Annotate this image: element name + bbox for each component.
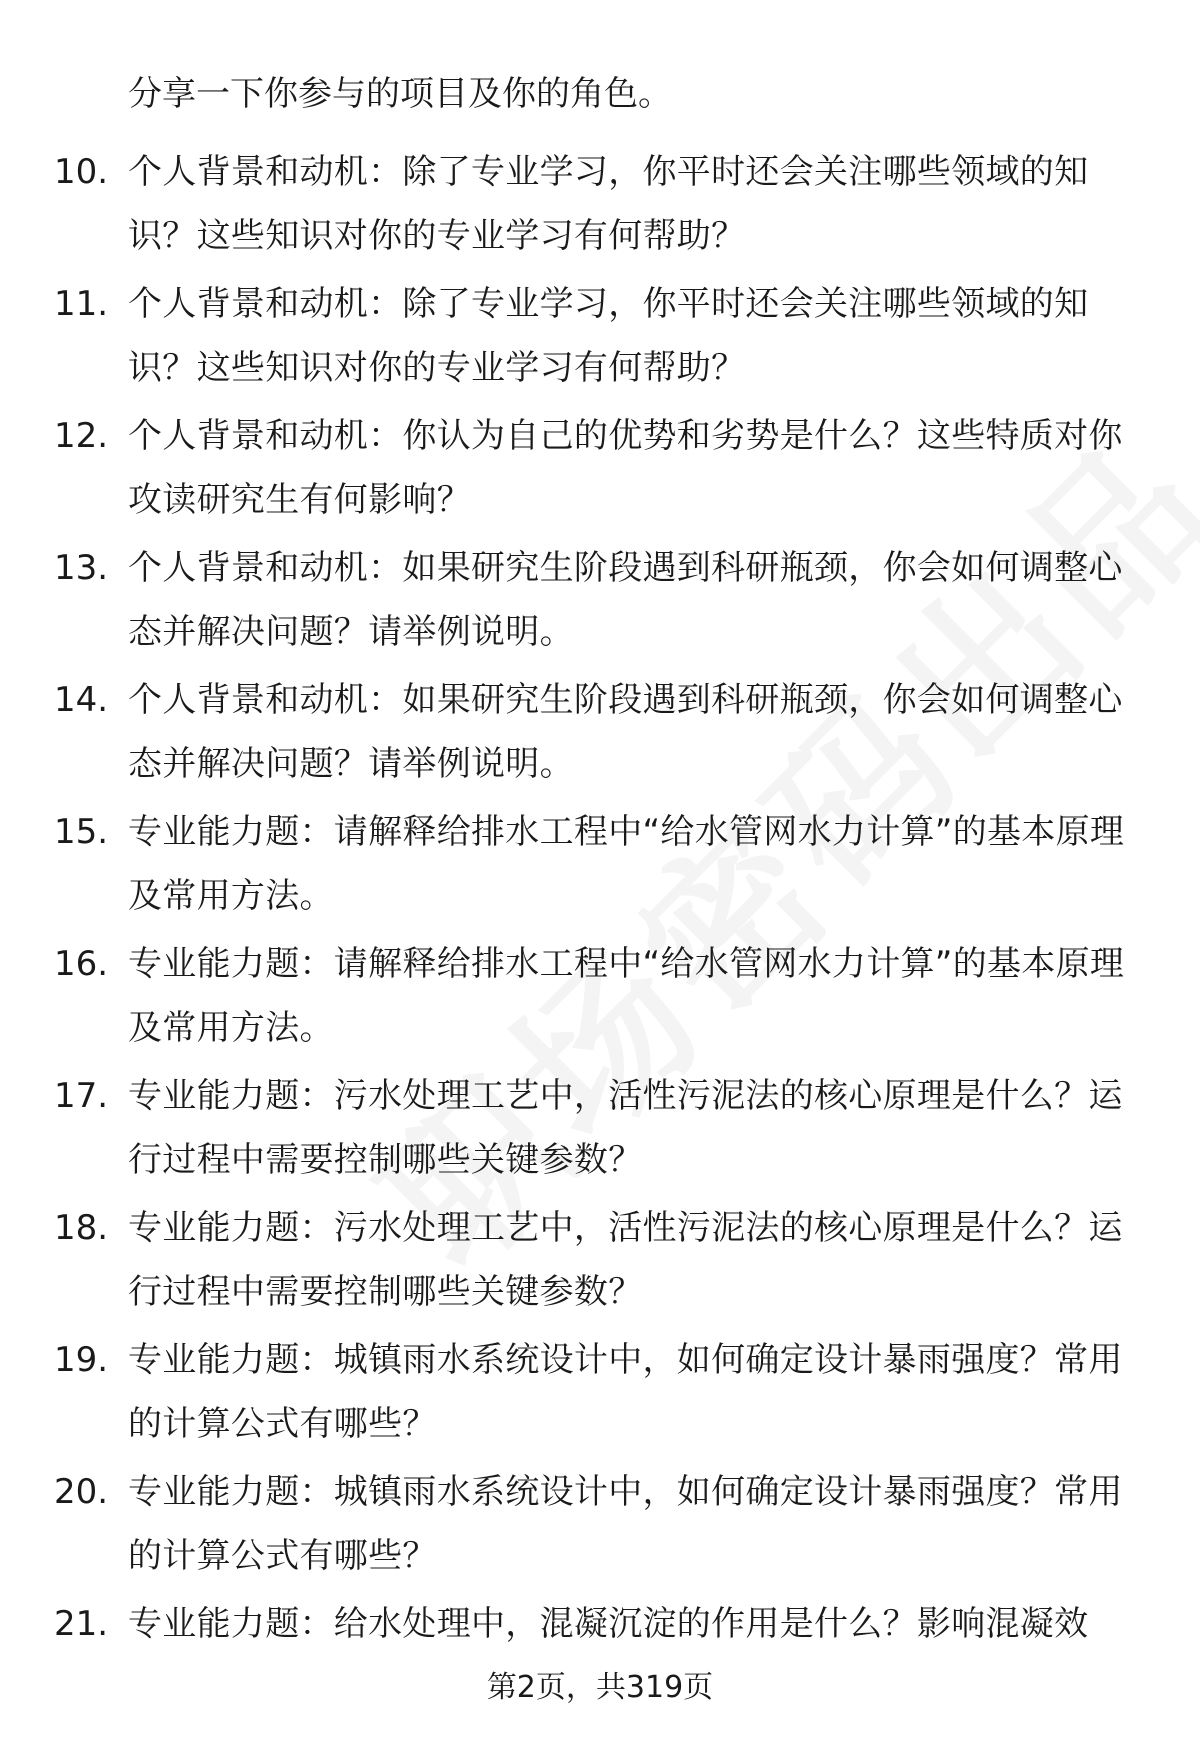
item-number: 19.: [54, 1340, 109, 1380]
item-text: 专业能力题：给水处理中，混凝沉淀的作用是什么？影响混凝效: [128, 1604, 1089, 1644]
item-number: 17.: [54, 1076, 109, 1116]
continuation-text: 分享一下你参与的项目及你的角色。: [128, 74, 672, 114]
item-text: 专业能力题：城镇雨水系统设计中，如何确定设计暴雨强度？常用的计算公式有哪些？: [128, 1340, 1123, 1444]
list-item: [0, 1196, 1200, 1328]
list-item: [0, 140, 1200, 272]
item-text: 专业能力题：城镇雨水系统设计中，如何确定设计暴雨强度？常用的计算公式有哪些？: [128, 1472, 1123, 1576]
list-item: [0, 668, 1200, 800]
list-item: [0, 404, 1200, 536]
list-item: [0, 1064, 1200, 1196]
item-number: 20.: [54, 1472, 109, 1512]
list-item: [0, 932, 1200, 1064]
item-text: 个人背景和动机：你认为自己的优势和劣势是什么？这些特质对你攻读研究生有何影响？: [128, 416, 1123, 520]
item-number: 12.: [54, 416, 109, 456]
item-text: 专业能力题：请解释给排水工程中“给水管网水力计算”的基本原理及常用方法。: [128, 812, 1125, 916]
item-number: 13.: [54, 548, 109, 588]
item-number: 16.: [54, 944, 109, 984]
item-text: 个人背景和动机：如果研究生阶段遇到科研瓶颈，你会如何调整心态并解决问题？请举例说明。: [128, 680, 1123, 784]
item-number: 11.: [54, 284, 109, 324]
page-footer: 第2页，共319页: [486, 1670, 714, 1705]
list-item: [0, 1460, 1200, 1592]
item-text: 专业能力题：污水处理工艺中，活性污泥法的核心原理是什么？运行过程中需要控制哪些关键参数？: [128, 1208, 1123, 1312]
question-list: [0, 140, 1200, 1724]
item-text: 个人背景和动机：除了专业学习，你平时还会关注哪些领域的知识？这些知识对你的专业学习有何帮助？: [128, 152, 1089, 256]
item-number: 15.: [54, 812, 109, 852]
item-number: 14.: [54, 680, 109, 720]
list-item: [0, 800, 1200, 932]
item-number: 21.: [54, 1604, 109, 1644]
item-text: 个人背景和动机：如果研究生阶段遇到科研瓶颈，你会如何调整心态并解决问题？请举例说明。: [128, 548, 1123, 652]
list-item: [0, 272, 1200, 404]
list-item: [0, 536, 1200, 668]
list-item: [0, 1328, 1200, 1460]
item-text: 专业能力题：污水处理工艺中，活性污泥法的核心原理是什么？运行过程中需要控制哪些关键参数？: [128, 1076, 1123, 1180]
item-text: 个人背景和动机：除了专业学习，你平时还会关注哪些领域的知识？这些知识对你的专业学习有何帮助？: [128, 284, 1089, 388]
item-number: 18.: [54, 1208, 109, 1248]
item-text: 专业能力题：请解释给排水工程中“给水管网水力计算”的基本原理及常用方法。: [128, 944, 1125, 1048]
item-number: 10.: [54, 152, 109, 192]
